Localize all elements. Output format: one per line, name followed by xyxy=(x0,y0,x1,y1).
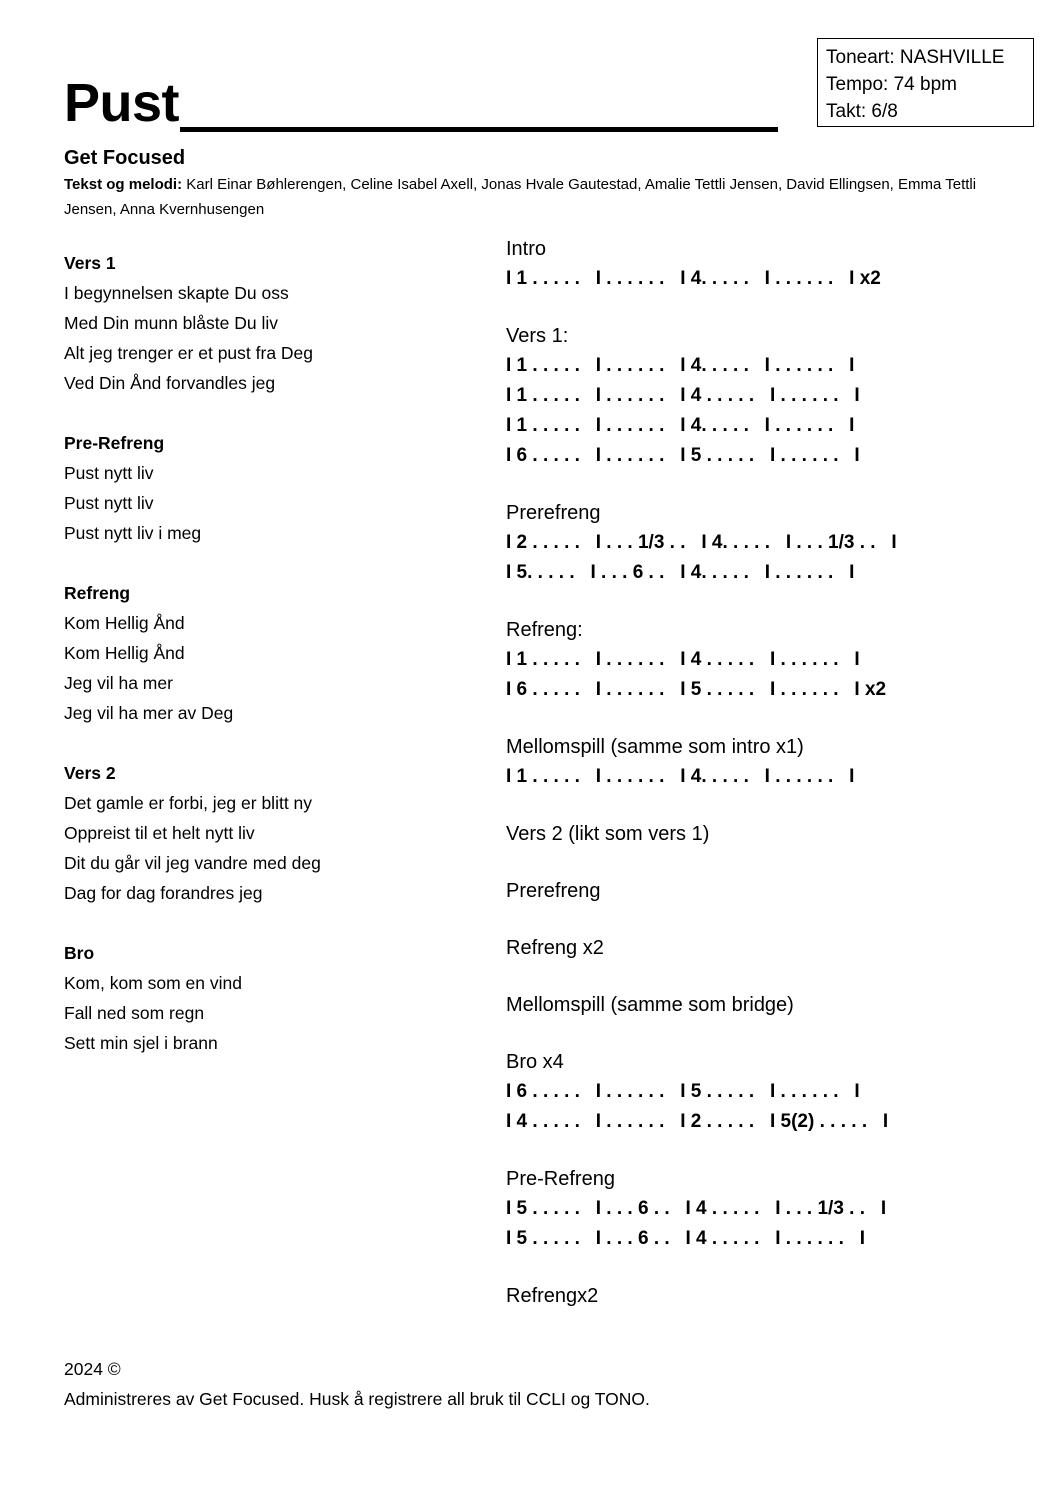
chord-line: I 5 . . . . . I . . . 6 . . I 4 . . . . . I . . . 1/3 . . I xyxy=(506,1198,887,1219)
chord-line: I 1 . . . . . I . . . . . . I 4. . . . . I . . . . . . I xyxy=(506,766,855,787)
chord-section xyxy=(506,819,1026,849)
lyric-section xyxy=(64,758,464,908)
chord-section xyxy=(506,876,1026,906)
chord-line: I 1 . . . . . I . . . . . . I 4 . . . . . I . . . . . . I xyxy=(506,385,860,406)
chord-section-heading: Refreng x2 xyxy=(506,937,604,959)
chord-line: I 1 . . . . . I . . . . . . I 4. . . . . I . . . . . . I xyxy=(506,355,855,376)
lyric-line: Pust nytt liv i meg xyxy=(64,523,202,543)
lyric-line: Dit du går vil jeg vandre med deg xyxy=(64,853,321,873)
chord-section-heading: Vers 1: xyxy=(506,325,569,347)
lyric-section-heading: Bro xyxy=(64,943,95,963)
lyric-line: Oppreist til et helt nytt liv xyxy=(64,823,255,843)
lyric-line: Alt jeg trenger er et pust fra Deg xyxy=(64,343,314,363)
footer xyxy=(64,1354,650,1414)
chord-line: I 1 . . . . . I . . . . . . I 4 . . . . . I . . . . . . I xyxy=(506,649,860,670)
chord-line: I 2 . . . . . I . . . 1/3 . . I 4. . . . . I . . . 1/3 . . I xyxy=(506,532,897,553)
tempo-label: Tempo: 74 bpm xyxy=(826,74,957,95)
artist-name: Get Focused xyxy=(64,147,186,169)
lyric-line: Kom, kom som en vind xyxy=(64,973,242,993)
lyric-line: Kom Hellig Ånd xyxy=(64,613,185,633)
chord-section xyxy=(506,933,1026,963)
chord-section-heading: Mellomspill (samme som bridge) xyxy=(506,994,794,1016)
lyrics-column xyxy=(64,248,464,1088)
meter-label: Takt: 6/8 xyxy=(826,101,898,122)
chord-line: I 5. . . . . I . . . 6 . . I 4. . . . . I . . . . . . I xyxy=(506,562,855,583)
lyric-line: Kom Hellig Ånd xyxy=(64,643,185,663)
title-underline xyxy=(180,127,778,132)
chord-section xyxy=(506,321,1026,471)
chord-section-heading: Prerefreng xyxy=(506,880,601,902)
chord-section-heading: Refrengx2 xyxy=(506,1285,599,1307)
lyric-section-heading: Pre-Refreng xyxy=(64,433,165,453)
copyright-text: 2024 © xyxy=(64,1359,121,1379)
chord-line: I 6 . . . . . I . . . . . . I 5 . . . . . I . . . . . . I xyxy=(506,445,860,466)
chord-section-heading: Pre-Refreng xyxy=(506,1168,615,1190)
admin-notice: Administreres av Get Focused. Husk å registrere all bruk til CCLI og TONO. xyxy=(64,1389,650,1409)
song-info-box xyxy=(817,38,1034,127)
lyric-line: I begynnelsen skapte Du oss xyxy=(64,283,289,303)
chord-section xyxy=(506,1164,1026,1254)
song-title: Pust xyxy=(64,73,180,133)
chord-section-heading: Mellomspill (samme som intro x1) xyxy=(506,736,804,758)
lyric-section xyxy=(64,578,464,728)
credits-label: Tekst og melodi: xyxy=(64,176,183,193)
lyric-line: Jeg vil ha mer av Deg xyxy=(64,703,234,723)
credits-names: Karl Einar Bøhlerengen, Celine Isabel Axell, Jonas Hvale Gautestad, Amalie Tettli Jensen, David Ellingsen, Emma Tettli Jensen, Anna Kvernhusengen xyxy=(64,176,977,218)
chord-line: I 1 . . . . . I . . . . . . I 4. . . . . I . . . . . . I xyxy=(506,415,855,436)
lyric-section xyxy=(64,248,464,398)
chord-section-heading: Bro x4 xyxy=(506,1051,564,1073)
chord-section xyxy=(506,732,1026,792)
chord-section-heading: Vers 2 (likt som vers 1) xyxy=(506,823,710,845)
chords-column xyxy=(506,234,1026,1338)
lyric-section xyxy=(64,428,464,548)
lyric-section-heading: Vers 1 xyxy=(64,253,116,273)
lyric-line: Fall ned som regn xyxy=(64,1003,205,1023)
chord-section xyxy=(506,1281,1026,1311)
lyric-line: Pust nytt liv xyxy=(64,463,154,483)
lyric-section-heading: Vers 2 xyxy=(64,763,116,783)
chord-section xyxy=(506,990,1026,1020)
lyric-line: Ved Din Ånd forvandles jeg xyxy=(64,373,276,393)
chord-line: I 1 . . . . . I . . . . . . I 4. . . . . I . . . . . . I x2 xyxy=(506,268,881,289)
lyric-line: Dag for dag forandres jeg xyxy=(64,883,263,903)
chord-line: I 6 . . . . . I . . . . . . I 5 . . . . . I . . . . . . I xyxy=(506,1081,860,1102)
lyric-section-heading: Refreng xyxy=(64,583,131,603)
chord-line: I 4 . . . . . I . . . . . . I 2 . . . . . I 5(2) . . . . . I xyxy=(506,1111,889,1132)
chord-line: I 5 . . . . . I . . . 6 . . I 4 . . . . . I . . . . . . I xyxy=(506,1228,865,1249)
lyric-line: Sett min sjel i brann xyxy=(64,1033,218,1053)
chord-section-heading: Intro xyxy=(506,238,547,260)
chord-section xyxy=(506,234,1026,294)
credits xyxy=(64,172,1009,222)
lyric-line: Med Din munn blåste Du liv xyxy=(64,313,278,333)
chord-section-heading: Refreng: xyxy=(506,619,583,641)
key-label: Toneart: NASHVILLE xyxy=(826,47,1005,68)
chord-section xyxy=(506,498,1026,588)
lyric-line: Jeg vil ha mer xyxy=(64,673,173,693)
lyric-line: Pust nytt liv xyxy=(64,493,154,513)
chord-section xyxy=(506,615,1026,705)
chord-line: I 6 . . . . . I . . . . . . I 5 . . . . . I . . . . . . I x2 xyxy=(506,679,887,700)
chord-section-heading: Prerefreng xyxy=(506,502,601,524)
lyric-section xyxy=(64,938,464,1058)
chord-section xyxy=(506,1047,1026,1137)
lyric-line: Det gamle er forbi, jeg er blitt ny xyxy=(64,793,313,813)
